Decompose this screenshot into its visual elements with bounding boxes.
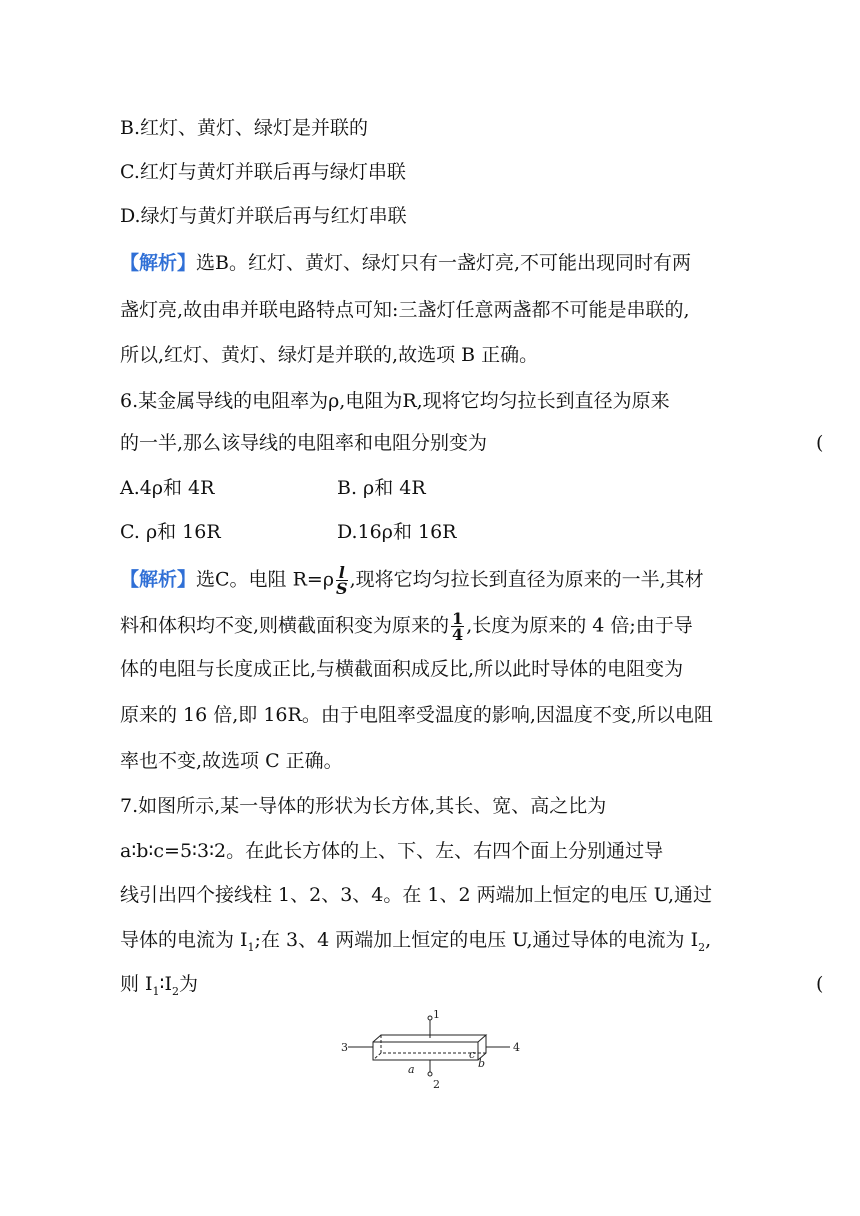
label-1: 1 [433, 1010, 440, 1021]
q6-option-d: D.16ρ和 16R [337, 521, 457, 543]
cuboid-front-face [373, 1042, 478, 1060]
q6-answer-paren: ( [816, 432, 824, 454]
q7-stem-line-2: a∶b∶c=5∶3∶2。在此长方体的上、下、左、右四个面上分别通过导 [120, 840, 664, 862]
label-4: 4 [513, 1041, 520, 1054]
cuboid-conductor-figure [338, 1010, 523, 1090]
q6-stem-line-1: 6.某金属导线的电阻率为ρ,电阻为R,现将它均匀拉长到直径为原来 [120, 390, 670, 412]
q7-stem-line-3: 线引出四个接线柱 1、2、3、4。在 1、2 两端加上恒定的电压 U,通过 [120, 884, 712, 906]
q7-stem-line-5: 则 $I_1∶I_2$为 [120, 973, 199, 998]
q5-analysis-line-2: 盏灯亮,故由串并联电路特点可知:三盏灯任意两盏都不可能是串联的, [120, 299, 690, 321]
label-b: b [478, 1057, 486, 1070]
q7-stem-line-4: 导体的电流为 $I_1$;在 3、4 两端加上恒定的电压 U,通过导体的电流为 $I_2$, [120, 929, 712, 954]
fraction-l-over-s: $\frac{l}{S}$ [336, 563, 348, 598]
q6-analysis-line-4: 原来的 16 倍,即 16R。由于电阻率受温度的影响,因温度不变,所以电阻 [120, 704, 713, 726]
q6-analysis-line-3: 体的电阻与长度成正比,与横截面积成反比,所以此时导体的电阻变为 [120, 658, 684, 680]
q5-analysis-line-3: 所以,红灯、黄灯、绿灯是并联的,故选项 B 正确。 [120, 344, 539, 366]
q6-analysis-line-2 [120, 611, 693, 642]
label-c: c [469, 1048, 476, 1061]
q6-stem-line-2: 的一半,那么该导线的电阻率和电阻分别变为 [120, 432, 488, 454]
q6-analysis-line-5: 率也不变,故选项 C 正确。 [120, 750, 343, 772]
analysis-tag: 【解析】 [120, 568, 197, 591]
label-3: 3 [341, 1041, 348, 1054]
label-a: a [408, 1063, 415, 1076]
q5-analysis-line-1 [120, 249, 691, 277]
q5-option-d: D.绿灯与黄灯并联后再与红灯串联 [120, 205, 407, 227]
q7-stem-line-1: 7.如图所示,某一导体的形状为长方体,其长、宽、高之比为 [120, 795, 607, 817]
q6-analysis-text-d: ,长度为原来的 4 倍;由于导 [466, 614, 693, 637]
analysis-tag: 【解析】 [120, 252, 197, 274]
q5-option-b: B.红灯、黄灯、绿灯是并联的 [120, 117, 369, 139]
q6-option-a: A.4ρ和 4R [120, 477, 215, 499]
q7-answer-paren: ( [816, 973, 824, 995]
terminal-2-knob [428, 1072, 432, 1076]
q6-analysis-text-c: 料和体积均不变,则横截面积变为原来的 [120, 614, 450, 637]
q6-option-c: C. ρ和 16R [120, 521, 221, 543]
q5-option-c: C.红灯与黄灯并联后再与绿灯串联 [120, 161, 406, 183]
label-2: 2 [433, 1078, 440, 1090]
fraction-one-quarter: $\frac{1}{4}$ [452, 609, 464, 644]
q6-option-b: B. ρ和 4R [337, 477, 426, 499]
terminal-1-knob [428, 1016, 432, 1020]
q5-analysis-text: 选B。红灯、黄灯、绿灯只有一盏灯亮,不可能出现同时有两 [196, 252, 692, 274]
q6-analysis-text-a: 选C。电阻 R=ρ [196, 568, 334, 591]
q6-analysis-line-1 [120, 565, 704, 596]
q6-analysis-text-b: ,现将它均匀拉长到直径为原来的一半,其材 [349, 568, 704, 591]
